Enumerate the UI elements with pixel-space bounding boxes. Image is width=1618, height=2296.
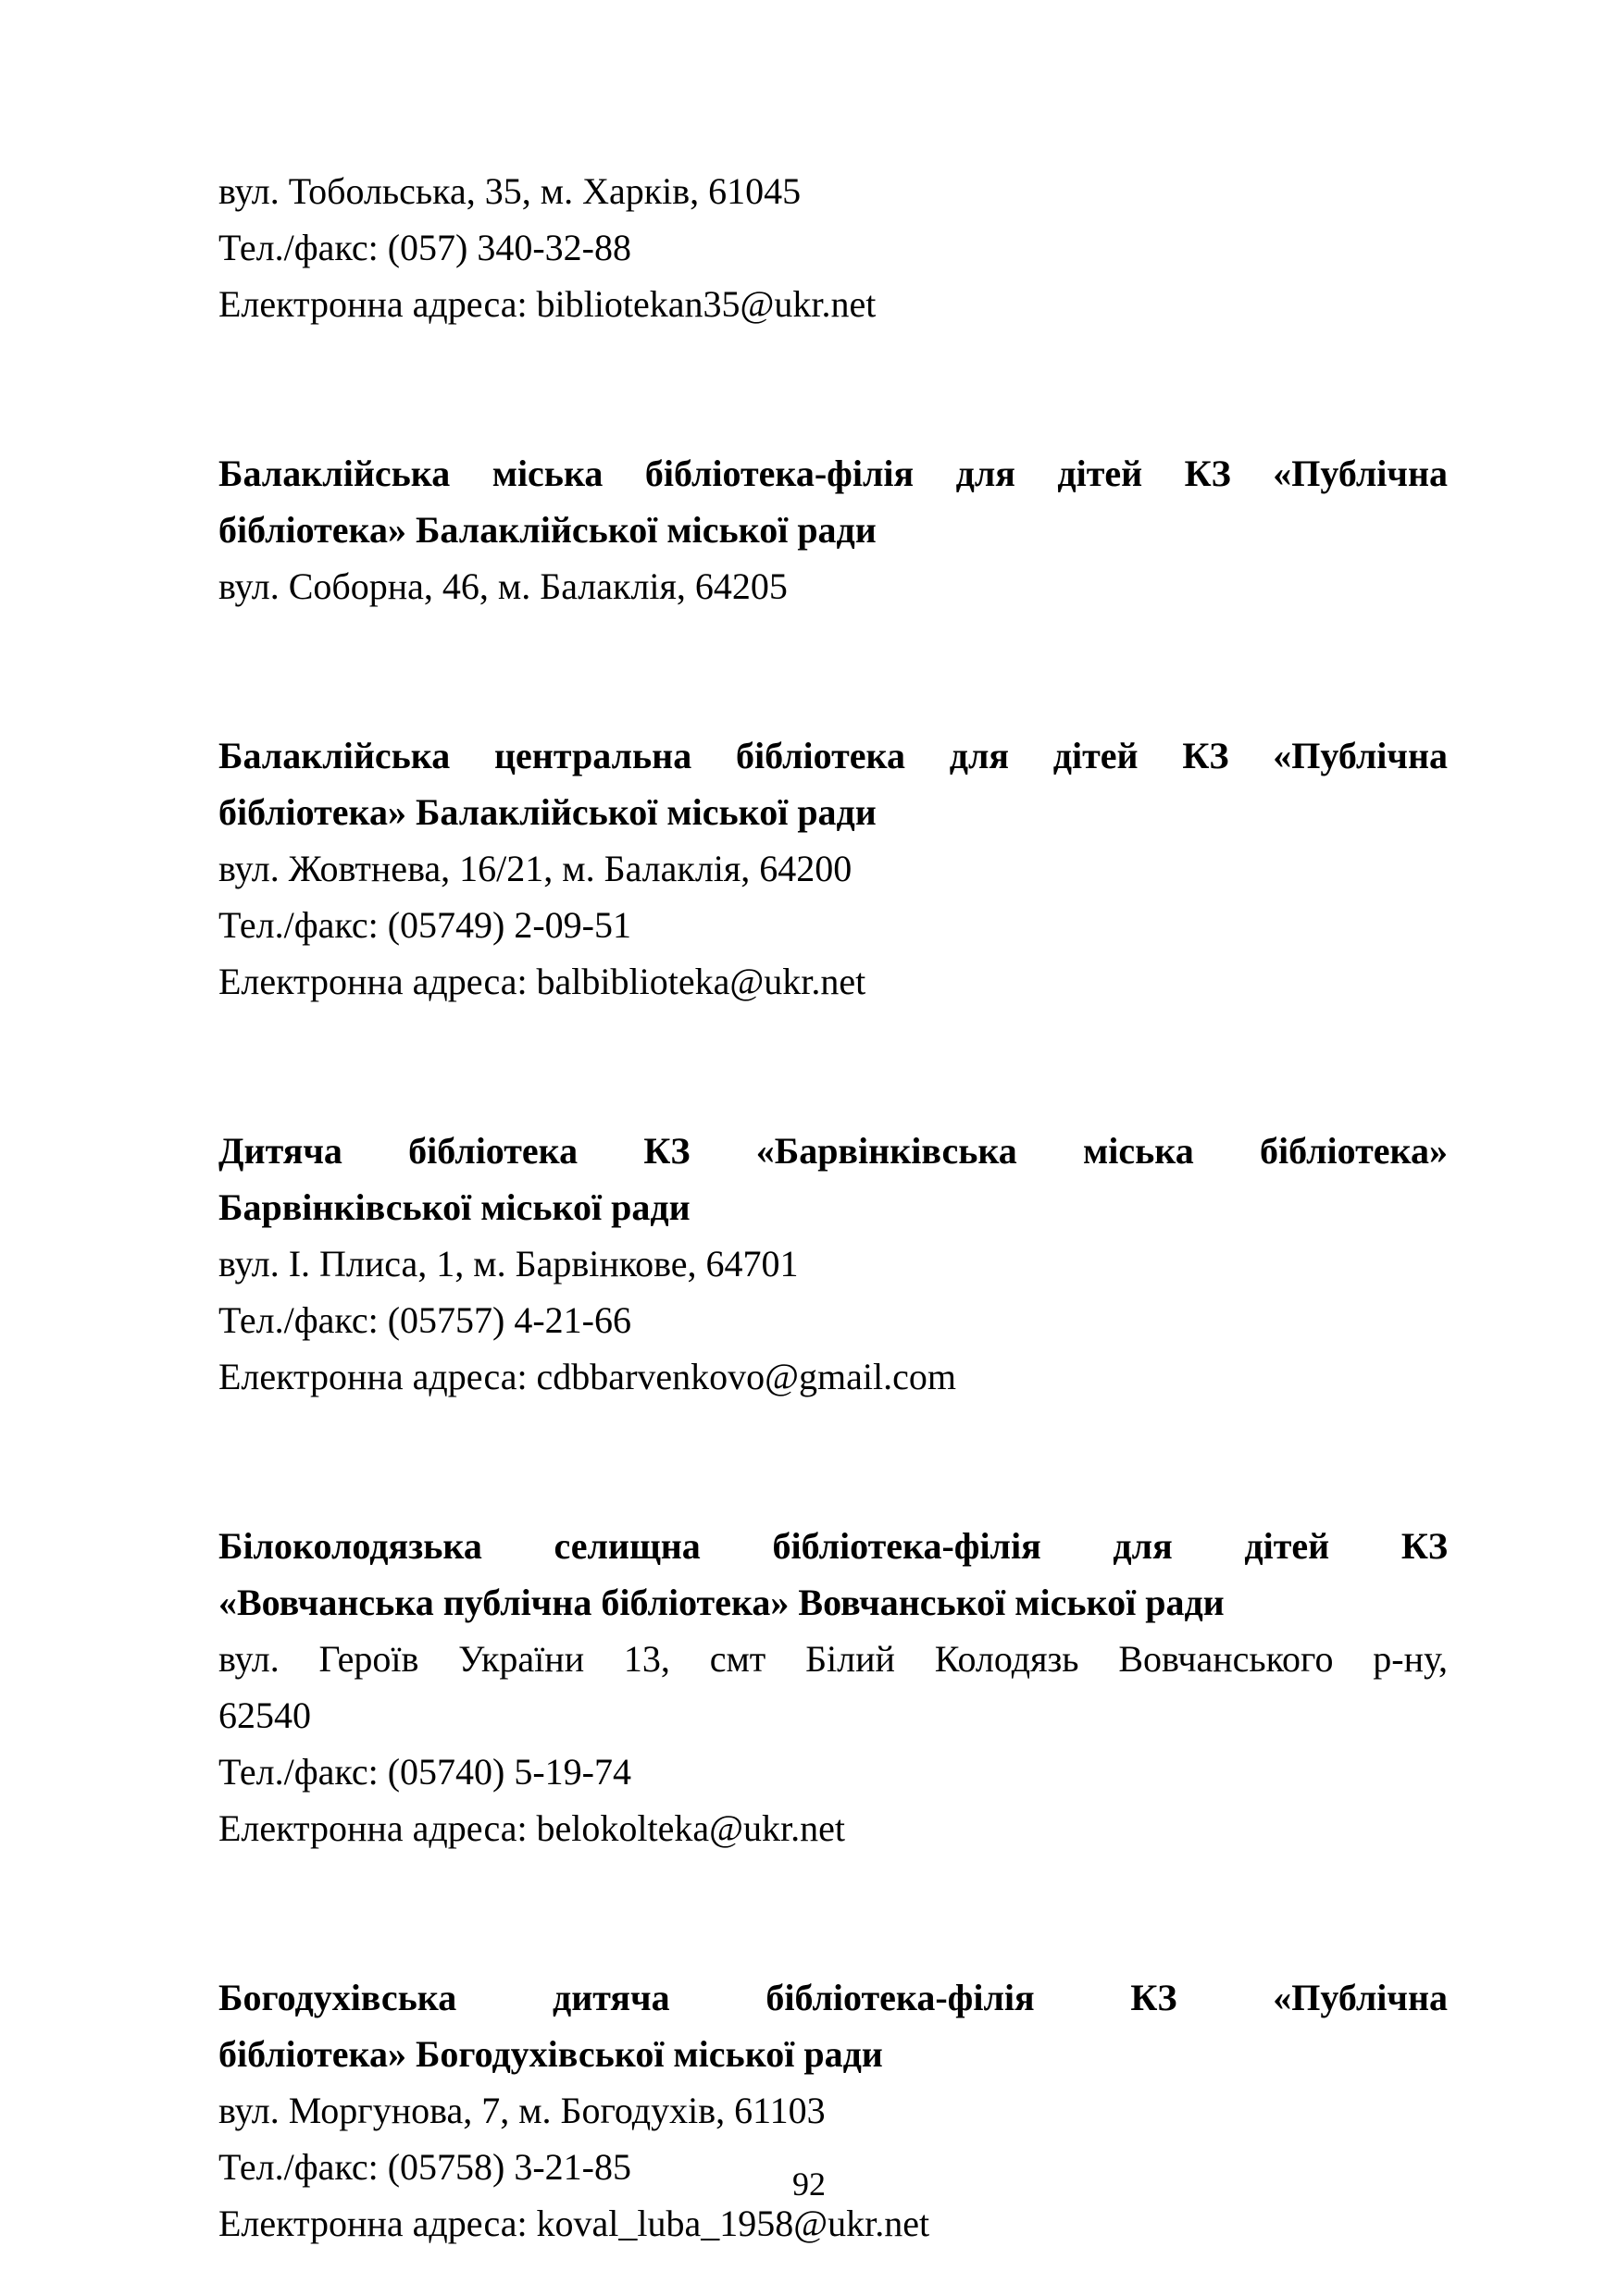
email-line: Електронна адреса: belokolteka@ukr.net	[218, 1807, 845, 1849]
phone-line: Тел./факс: (05740) 5-19-74	[218, 1751, 631, 1793]
library-entry-bohodukhiv	[218, 1969, 1448, 2252]
library-entry-balakliia-central	[218, 727, 1448, 1010]
library-title-line: Білоколодязька селищна бібліотека-філія для дітей КЗ	[218, 1525, 1448, 1567]
email-line: Електронна адреса: bibliotekan35@ukr.net	[218, 283, 877, 325]
library-title-line: бібліотека» Богодухівської міської ради	[218, 2033, 883, 2075]
address-line: вул. Жовтнева, 16/21, м. Балаклія, 64200	[218, 848, 853, 889]
spacer	[218, 332, 1448, 445]
spacer	[218, 1010, 1448, 1123]
address-line: 62540	[218, 1694, 311, 1736]
document-page	[218, 163, 1448, 2252]
spacer	[218, 1405, 1448, 1518]
library-title	[218, 1969, 1448, 2082]
library-title	[218, 1123, 1448, 1235]
library-title-line: «Вовчанська публічна бібліотека» Вовчанської міської ради	[218, 1582, 1225, 1623]
library-title-line: бібліотека» Балаклійської міської ради	[218, 509, 877, 551]
email-line: Електронна адреса: koval_luba_1958@ukr.net	[218, 2203, 930, 2244]
phone-line: Тел./факс: (05757) 4-21-66	[218, 1299, 631, 1341]
email-line: Електронна адреса: cdbbarvenkovo@gmail.com	[218, 1356, 956, 1397]
library-entry-barvinkove	[218, 1123, 1448, 1405]
spacer	[218, 1856, 1448, 1969]
address-line: вул. Героїв України 13, смт Білий Колодязь Вовчанського р-ну,	[218, 1638, 1448, 1680]
library-title-line: Богодухівська дитяча бібліотека-філія КЗ «Публічна	[218, 1977, 1448, 2018]
library-title	[218, 727, 1448, 840]
library-title-line: Барвінківської міської ради	[218, 1186, 691, 1228]
spacer	[218, 614, 1448, 727]
phone-line: Тел./факс: (05749) 2-09-51	[218, 904, 631, 946]
address-line: вул. Тобольська, 35, м. Харків, 61045	[218, 170, 802, 212]
email-line: Електронна адреса: balbiblioteka@ukr.net	[218, 961, 866, 1002]
phone-line: Тел./факс: (05758) 3-21-85	[218, 2146, 631, 2188]
page-number: 92	[792, 2166, 826, 2203]
address-line: вул. Моргунова, 7, м. Богодухів, 61103	[218, 2090, 826, 2131]
library-title-line: Балаклійська центральна бібліотека для дітей КЗ «Публічна	[218, 735, 1448, 776]
library-title-line: Дитяча бібліотека КЗ «Барвінківська міська бібліотека»	[218, 1130, 1448, 1172]
address-line: вул. Соборна, 46, м. Балаклія, 64205	[218, 565, 788, 607]
library-title	[218, 445, 1448, 558]
library-entry-bilyi-kolodiaz	[218, 1518, 1448, 1856]
library-title-line: бібліотека» Балаклійської міської ради	[218, 791, 877, 833]
library-entry-balakliia-city	[218, 445, 1448, 614]
phone-line: Тел./факс: (057) 340-32-88	[218, 227, 631, 268]
address-block	[218, 1631, 1448, 1744]
address-line: вул. І. Плиса, 1, м. Барвінкове, 64701	[218, 1243, 799, 1285]
library-entry-continued	[218, 163, 1448, 332]
library-title	[218, 1518, 1448, 1631]
library-title-line: Балаклійська міська бібліотека-філія для дітей КЗ «Публічна	[218, 453, 1448, 494]
